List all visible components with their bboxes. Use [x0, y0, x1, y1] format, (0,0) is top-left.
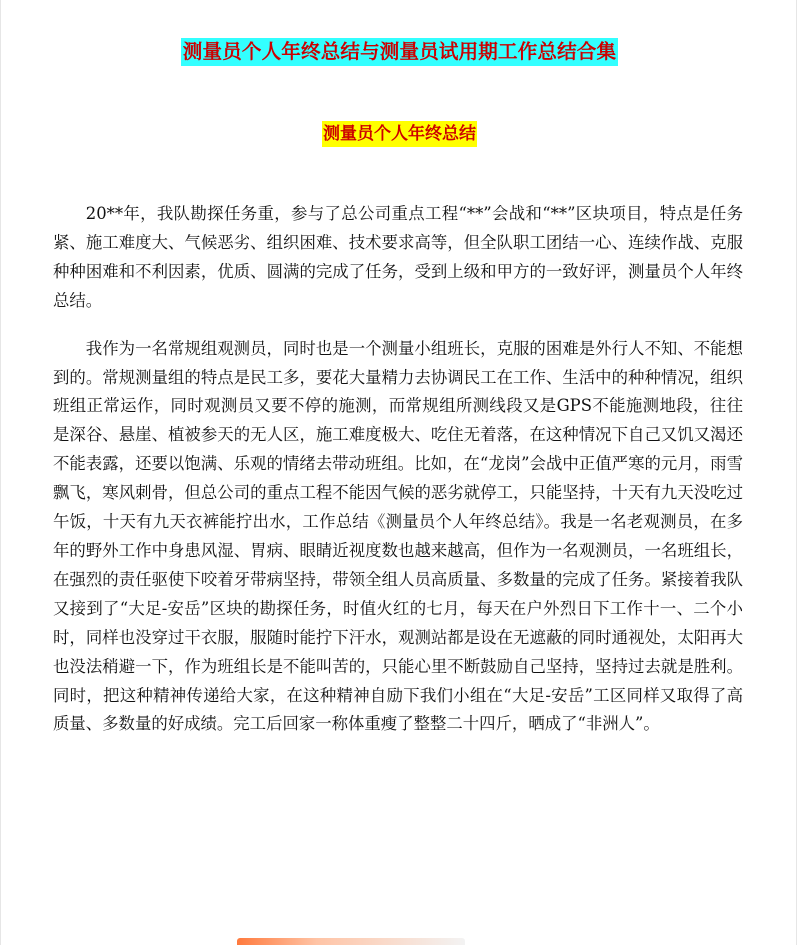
section-title: 测量员个人年终总结 [322, 121, 477, 147]
page-bottom-decoration [237, 938, 465, 945]
paragraph-1: 20**年，我队勘探任务重，参与了总公司重点工程“**”会战和“**”区块项目，特点是任务紧、施工难度大、气候恶劣、组织困难、技术要求高等，但全队职工团结一心、连续作战、克服种种困难和不利因素，优质、圆满的完成了任务，受到上级和甲方的一致好评，测量员个人年终总结。 [53, 204, 743, 310]
document-title-row [1, 38, 797, 66]
paragraph-2: 我作为一名常规组观测员，同时也是一个测量小组班长，克服的困难是外行人不知、不能想到的。常规测量组的特点是民工多，要花大量精力去协调民工在工作、生活中的种种情况，组织班组正常运作，同时观测员又要不停的施测，而常规组所测线段又是GPS不能施测地段，往往是深谷、悬崖、植被参天的无人区，施工难度极大、吃住无着落，在这种情况下自己又饥又渴还不能表露，还要以饱满、乐观的情绪去带动班组。比如，在“龙岗”会战中正值严寒的元月，雨雪飘飞，寒风刺骨，但总公司的重点工程不能因气候的恶劣就停工，只能坚持，十天有九天没吃过午饭，十天有九天衣裤能拧出水，工作总结《测量员个人年终总结》。我是一名老观测员，在多年的野外工作中身患风湿、胃病、眼睛近视度数也越来越高，但作为一名观测员，一名班组长，在强烈的责任驱使下咬着牙带病坚持，带领全组人员高质量、多数量的完成了任务。紧接着我队又接到了“大足-安岳”区块的勘探任务，时值火红的七月，每天在户外烈日下工作十一、二个小时，同样也没穿过干衣服，服随时能拧下汗水，观测站都是设在无遮蔽的同时通视处，太阳再大也没法稍避一下，作为班组长是不能叫苦的，只能心里不断鼓励自己坚持，坚持过去就是胜利。同时，把这种精神传递给大家，在这种精神自励下我们小组在“大足-安岳”工区同样又取得了高质量、多数量的好成绩。完工后回家一称体重瘦了整整二十四斤，晒成了“非洲人”。 [53, 338, 743, 734]
section-title-row [1, 121, 797, 147]
document-body [53, 200, 743, 758]
document-title: 测量员个人年终总结与测量员试用期工作总结合集 [181, 38, 618, 66]
